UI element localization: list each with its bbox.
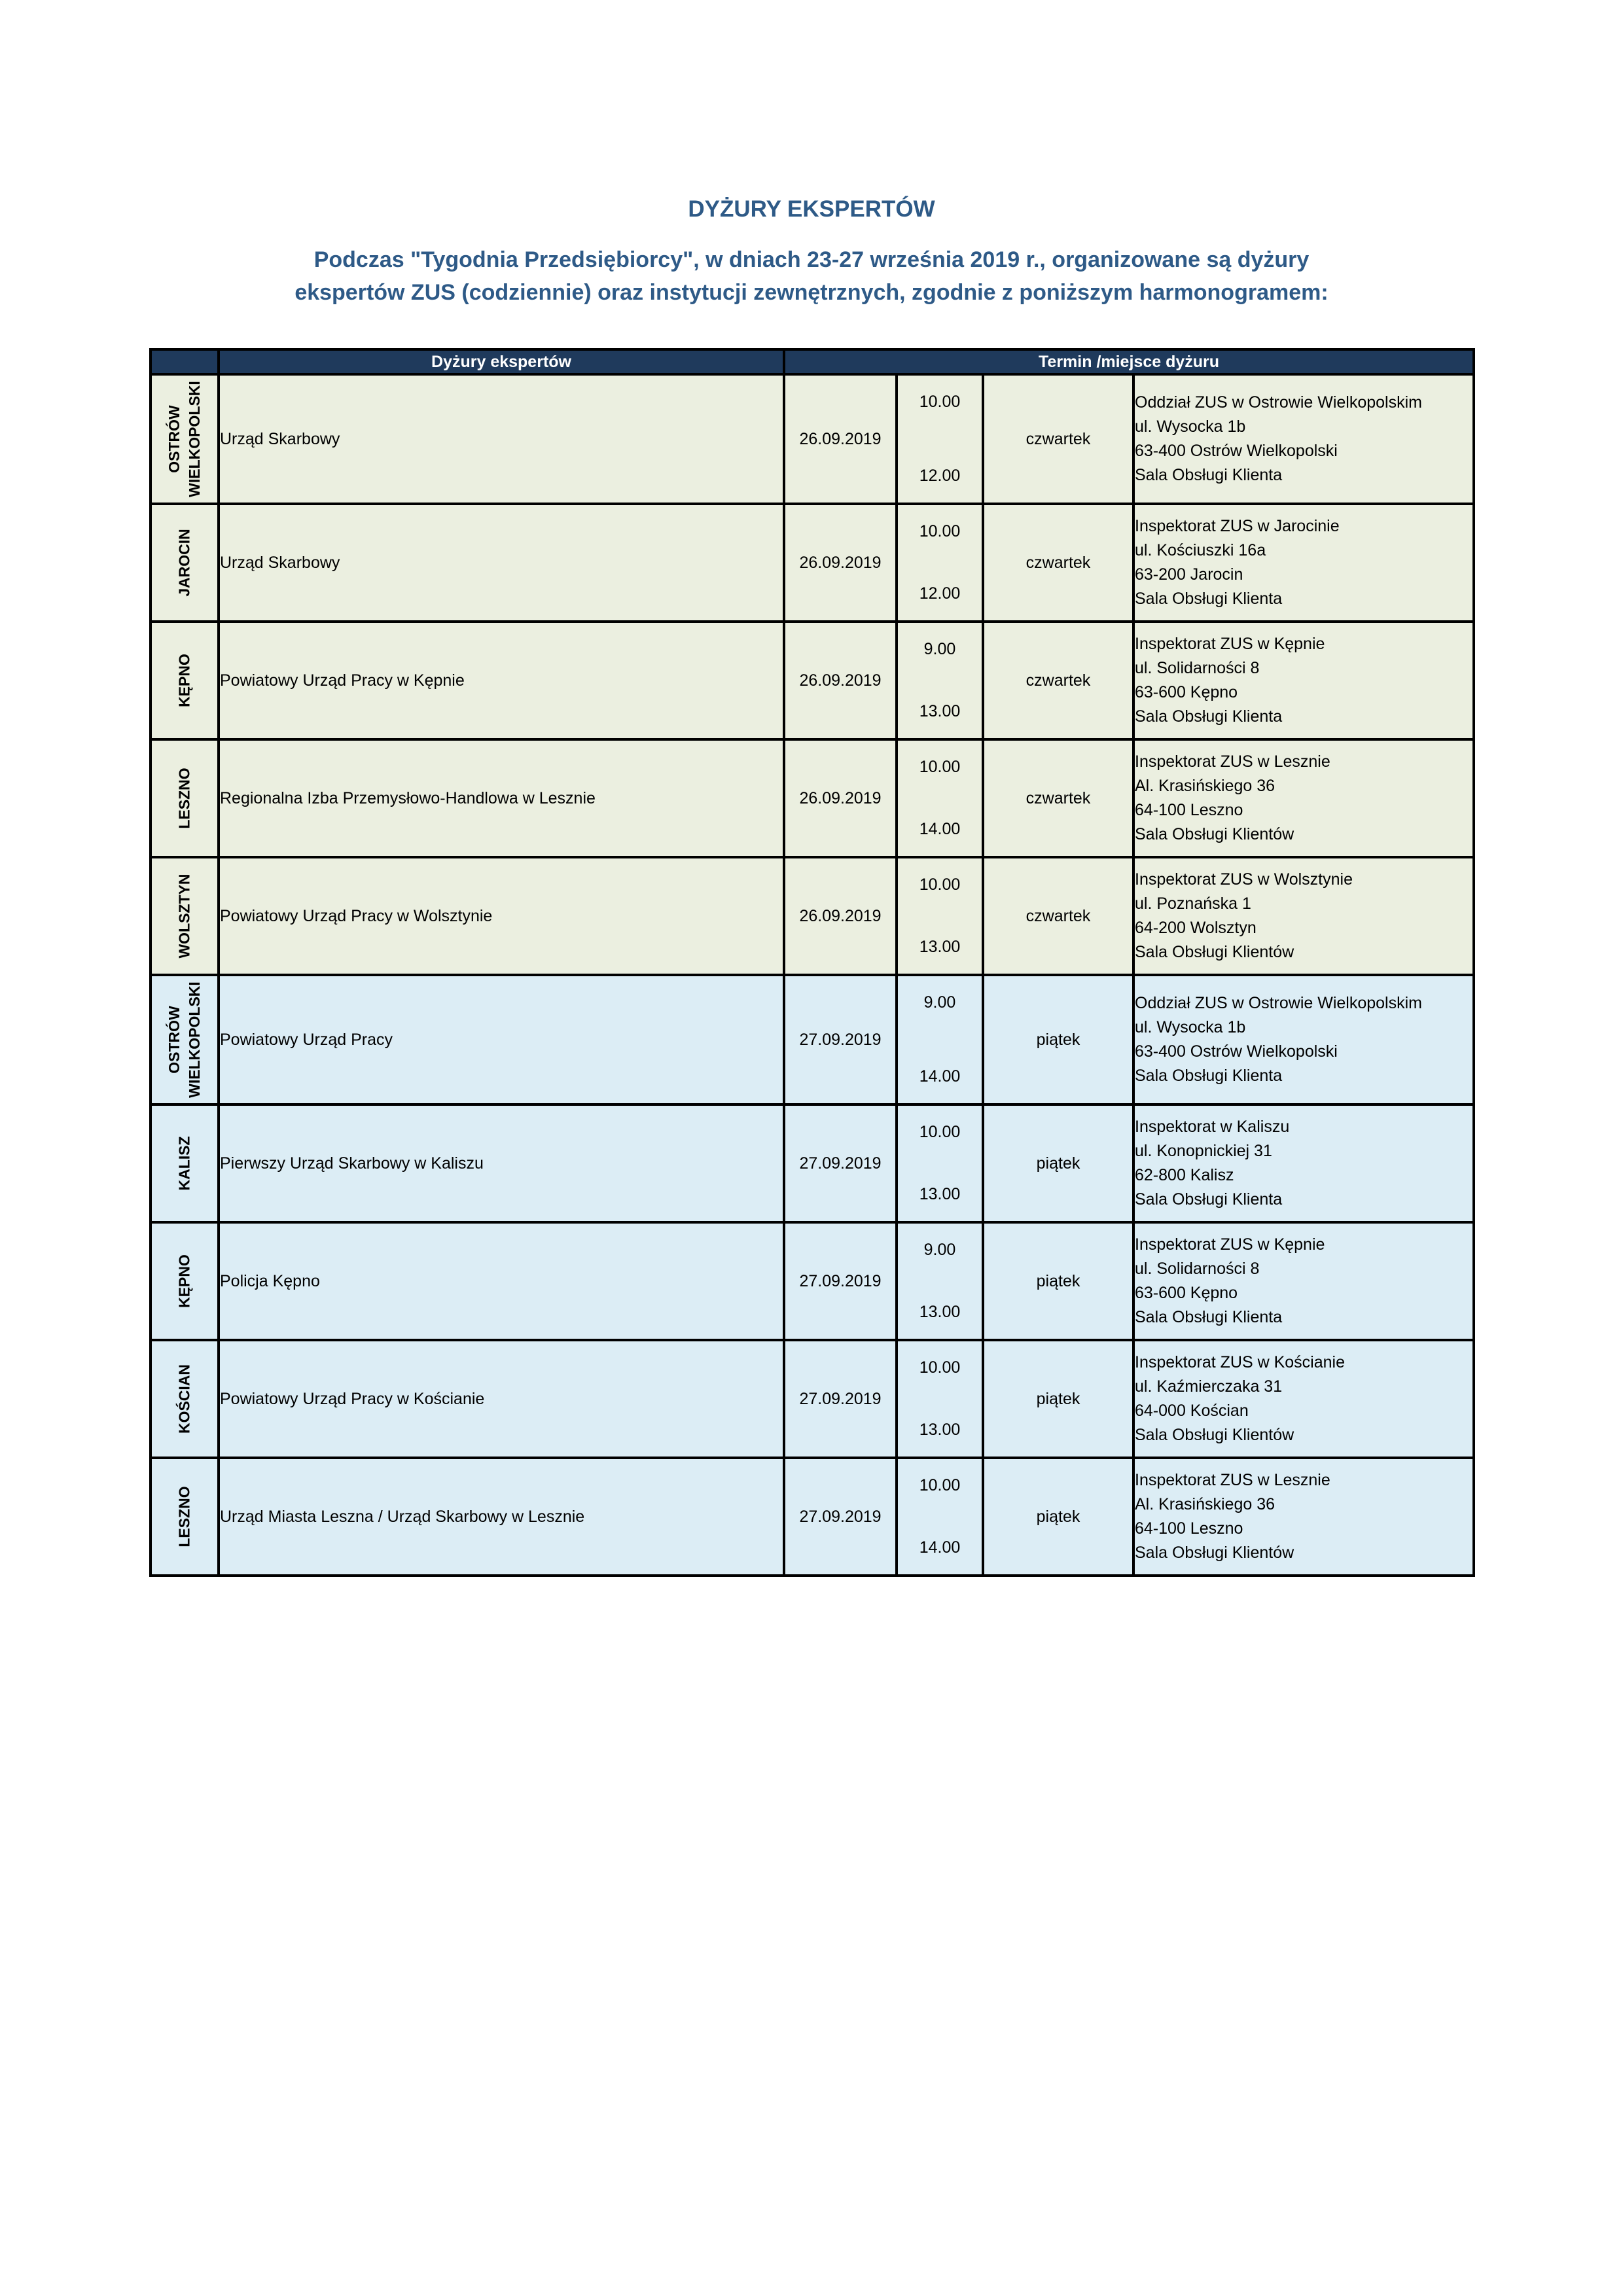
address-line-2: Al. Krasińskiego 36 (1135, 777, 1275, 795)
address-line-3: 63-200 Jarocin (1135, 565, 1243, 584)
weekday: piątek (983, 975, 1133, 1104)
weekday: piątek (983, 1222, 1133, 1340)
address (1133, 374, 1474, 504)
address-line-2: ul. Wysocka 1b (1135, 1018, 1246, 1036)
table-row (151, 374, 1474, 504)
address (1133, 504, 1474, 622)
weekday: piątek (983, 1458, 1133, 1576)
date: 27.09.2019 (784, 1458, 897, 1576)
institution: Policja Kępno (219, 1222, 784, 1340)
schedule-table (149, 348, 1475, 1577)
institution: Urząd Skarbowy (219, 504, 784, 622)
city-line-1: JAROCIN (175, 529, 193, 597)
address-line-3: 64-100 Leszno (1135, 1519, 1243, 1538)
city-label (175, 1486, 195, 1547)
city-line-2: WIELKOPOLSKI (186, 381, 203, 497)
city-cell (151, 1104, 219, 1222)
city-line-1: LESZNO (175, 768, 193, 829)
header-blank-cell (151, 349, 219, 374)
start-time: 10.00 (919, 393, 961, 411)
address-line-2: ul. Poznańska 1 (1135, 894, 1251, 913)
address-line-3: 64-100 Leszno (1135, 801, 1243, 819)
address (1133, 1104, 1474, 1222)
date: 26.09.2019 (784, 857, 897, 975)
address-line-3: 63-600 Kępno (1135, 683, 1238, 701)
city-cell (151, 622, 219, 739)
table-row (151, 1340, 1474, 1458)
end-time: 12.00 (919, 584, 961, 603)
header-term-place: Termin /miejsce dyżuru (784, 349, 1474, 374)
end-time: 13.00 (919, 1303, 961, 1321)
start-time: 9.00 (923, 1241, 956, 1259)
city-cell (151, 739, 219, 857)
time-range (897, 1104, 983, 1222)
table-row (151, 504, 1474, 622)
institution: Regionalna Izba Przemysłowo-Handlowa w Lesznie (219, 739, 784, 857)
address-line-4: Sala Obsługi Klienta (1135, 466, 1283, 484)
institution: Powiatowy Urząd Pracy (219, 975, 784, 1104)
weekday: czwartek (983, 739, 1133, 857)
city-line-1: WOLSZTYN (175, 874, 193, 959)
address-line-4: Sala Obsługi Klienta (1135, 1067, 1283, 1085)
address-line-2: ul. Kościuszki 16a (1135, 541, 1266, 559)
address-line-1: Oddział ZUS w Ostrowie Wielkopolskim (1135, 393, 1422, 412)
city-cell (151, 374, 219, 504)
city-line-1: OSTRÓW (166, 405, 183, 473)
time-range (897, 374, 983, 504)
time-range (897, 1340, 983, 1458)
institution: Powiatowy Urząd Pracy w Kościanie (219, 1340, 784, 1458)
city-cell (151, 1340, 219, 1458)
institution: Urząd Miasta Leszna / Urząd Skarbowy w Lesznie (219, 1458, 784, 1576)
city-label (175, 768, 195, 828)
institution: Urząd Skarbowy (219, 374, 784, 504)
city-line-1: LESZNO (175, 1486, 193, 1547)
city-label (175, 654, 195, 707)
city-cell (151, 504, 219, 622)
city-line-1: KOŚCIAN (175, 1364, 193, 1434)
start-time: 10.00 (919, 1476, 961, 1494)
date: 27.09.2019 (784, 1340, 897, 1458)
address-line-3: 63-400 Ostrów Wielkopolski (1135, 1042, 1338, 1061)
address-line-1: Inspektorat ZUS w Lesznie (1135, 1471, 1330, 1489)
date: 27.09.2019 (784, 975, 897, 1104)
city-label (164, 381, 205, 497)
address-line-1: Inspektorat ZUS w Wolsztynie (1135, 870, 1353, 889)
address-line-1: Oddział ZUS w Ostrowie Wielkopolskim (1135, 994, 1422, 1012)
address-line-4: Sala Obsługi Klienta (1135, 1308, 1283, 1326)
address-line-1: Inspektorat ZUS w Jarocinie (1135, 517, 1340, 535)
date: 27.09.2019 (784, 1104, 897, 1222)
start-time: 10.00 (919, 875, 961, 894)
address-line-3: 64-200 Wolsztyn (1135, 919, 1257, 937)
address-line-2: ul. Konopnickiej 31 (1135, 1142, 1272, 1160)
address-line-2: ul. Kaźmierczaka 31 (1135, 1377, 1283, 1396)
institution: Powiatowy Urząd Pracy w Kępnie (219, 622, 784, 739)
city-label (175, 874, 195, 958)
end-time: 13.00 (919, 1421, 961, 1439)
address-line-2: ul. Solidarności 8 (1135, 1260, 1260, 1278)
address (1133, 1340, 1474, 1458)
time-range (897, 1458, 983, 1576)
header-experts: Dyżury ekspertów (219, 349, 784, 374)
address-line-3: 63-600 Kępno (1135, 1284, 1238, 1302)
table-row (151, 1458, 1474, 1576)
table-row (151, 1222, 1474, 1340)
time-range (897, 1222, 983, 1340)
city-cell (151, 975, 219, 1104)
page-subtitle (196, 243, 1427, 309)
address-line-1: Inspektorat w Kaliszu (1135, 1118, 1290, 1136)
table-header-row (151, 349, 1474, 374)
end-time: 14.00 (919, 1538, 961, 1557)
time-range (897, 622, 983, 739)
weekday: piątek (983, 1104, 1133, 1222)
city-line-1: OSTRÓW (166, 1006, 183, 1074)
table-row (151, 975, 1474, 1104)
weekday: czwartek (983, 857, 1133, 975)
address-line-3: 62-800 Kalisz (1135, 1166, 1234, 1184)
institution: Pierwszy Urząd Skarbowy w Kaliszu (219, 1104, 784, 1222)
address-line-4: Sala Obsługi Klientów (1135, 1426, 1294, 1444)
address-line-2: Al. Krasińskiego 36 (1135, 1495, 1275, 1513)
date: 26.09.2019 (784, 622, 897, 739)
date: 26.09.2019 (784, 504, 897, 622)
address (1133, 975, 1474, 1104)
weekday: czwartek (983, 622, 1133, 739)
weekday: czwartek (983, 504, 1133, 622)
end-time: 13.00 (919, 1185, 961, 1203)
address-line-3: 64-000 Kościan (1135, 1402, 1249, 1420)
city-label (175, 1364, 195, 1434)
city-line-2: WIELKOPOLSKI (186, 981, 203, 1098)
address-line-1: Inspektorat ZUS w Kępnie (1135, 1235, 1325, 1254)
page-title: DYŻURY EKSPERTÓW (688, 196, 935, 222)
end-time: 13.00 (919, 702, 961, 720)
time-range (897, 857, 983, 975)
time-range (897, 975, 983, 1104)
address-line-2: ul. Solidarności 8 (1135, 659, 1260, 677)
weekday: piątek (983, 1340, 1133, 1458)
address-line-1: Inspektorat ZUS w Lesznie (1135, 752, 1330, 771)
date: 26.09.2019 (784, 739, 897, 857)
subtitle-line-2: ekspertów ZUS (codziennie) oraz instytucji zewnętrznych, zgodnie z poniższym harmonogramem: (294, 280, 1329, 305)
start-time: 10.00 (919, 758, 961, 776)
end-time: 12.00 (919, 467, 961, 485)
end-time: 13.00 (919, 938, 961, 956)
address-line-1: Inspektorat ZUS w Kościanie (1135, 1353, 1345, 1371)
address-line-4: Sala Obsługi Klienta (1135, 1190, 1283, 1209)
address-line-4: Sala Obsługi Klientów (1135, 943, 1294, 961)
city-line-1: KĘPNO (175, 654, 193, 707)
weekday: czwartek (983, 374, 1133, 504)
address (1133, 739, 1474, 857)
start-time: 9.00 (923, 993, 956, 1012)
address-line-1: Inspektorat ZUS w Kępnie (1135, 635, 1325, 653)
address-line-4: Sala Obsługi Klientów (1135, 1544, 1294, 1562)
subtitle-line-1: Podczas "Tygodnia Przedsiębiorcy", w dniach 23-27 września 2019 r., organizowane są dyżury (313, 247, 1310, 272)
city-cell (151, 1222, 219, 1340)
table-row (151, 739, 1474, 857)
city-label (175, 1254, 195, 1308)
address (1133, 857, 1474, 975)
table-row (151, 622, 1474, 739)
address (1133, 622, 1474, 739)
city-label (175, 529, 195, 597)
address-line-4: Sala Obsługi Klientów (1135, 825, 1294, 843)
address-line-3: 63-400 Ostrów Wielkopolski (1135, 442, 1338, 460)
city-cell (151, 1458, 219, 1576)
address (1133, 1222, 1474, 1340)
end-time: 14.00 (919, 1067, 961, 1086)
address (1133, 1458, 1474, 1576)
start-time: 9.00 (923, 640, 956, 658)
time-range (897, 739, 983, 857)
start-time: 10.00 (919, 522, 961, 540)
date: 27.09.2019 (784, 1222, 897, 1340)
institution: Powiatowy Urząd Pracy w Wolsztynie (219, 857, 784, 975)
start-time: 10.00 (919, 1123, 961, 1141)
city-label (175, 1136, 195, 1190)
city-label (164, 981, 205, 1098)
table-row (151, 1104, 1474, 1222)
address-line-2: ul. Wysocka 1b (1135, 417, 1246, 436)
address-line-4: Sala Obsługi Klienta (1135, 707, 1283, 726)
address-line-4: Sala Obsługi Klienta (1135, 590, 1283, 608)
city-cell (151, 857, 219, 975)
table-body (151, 374, 1474, 1576)
date: 26.09.2019 (784, 374, 897, 504)
start-time: 10.00 (919, 1358, 961, 1377)
end-time: 14.00 (919, 820, 961, 838)
city-line-1: KĘPNO (175, 1254, 193, 1308)
city-line-1: KALISZ (175, 1136, 193, 1191)
table-row (151, 857, 1474, 975)
time-range (897, 504, 983, 622)
